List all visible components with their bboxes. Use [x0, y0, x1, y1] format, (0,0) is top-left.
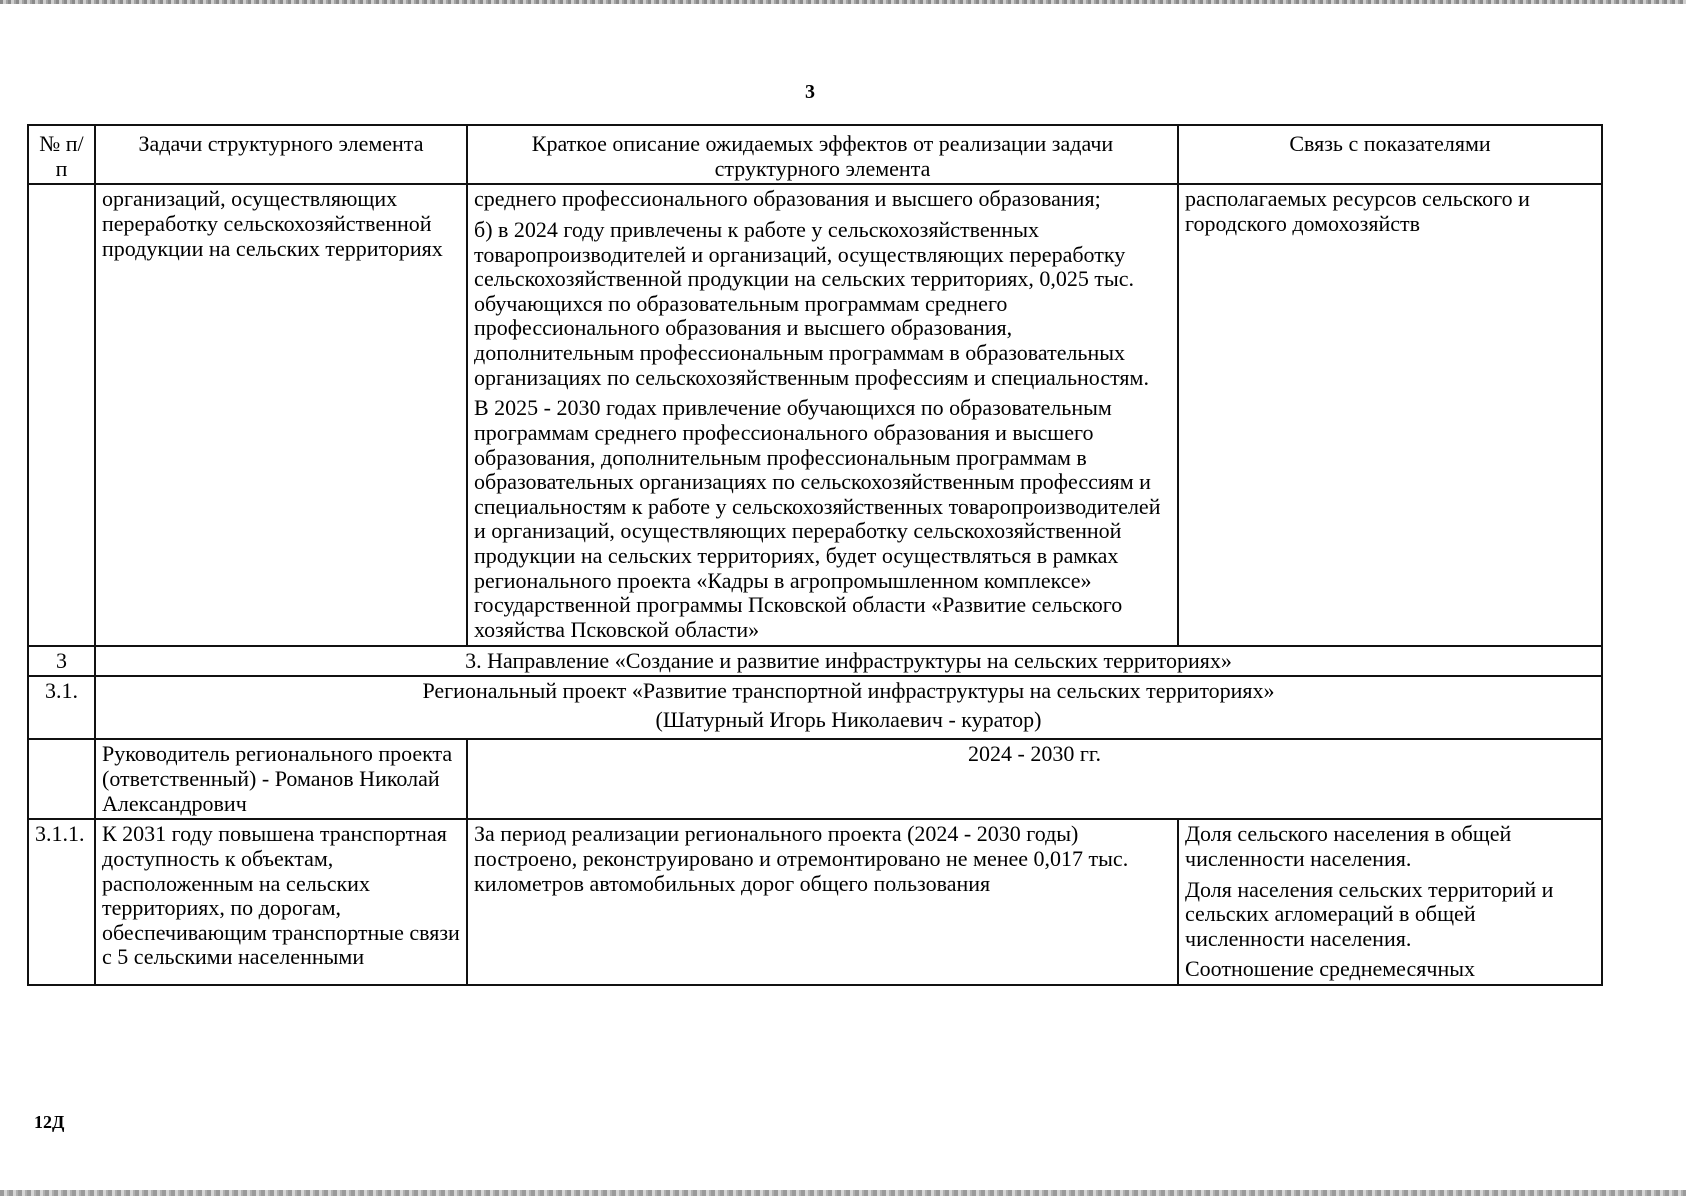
leader-num — [28, 739, 95, 819]
effect-paragraph: среднего профессионального образования и высшего образования; — [474, 186, 1101, 212]
program-table — [27, 124, 1603, 986]
project-leader: Руководитель регионального проекта (ответственный) - Романов Николай Александрович — [95, 739, 467, 819]
direction-title: 3. Направление «Создание и развитие инфраструктуры на сельских территориях» — [95, 646, 1602, 677]
effect-paragraph: В 2025 - 2030 годах привлечение обучающихся по образовательным программам среднего профессионального образования и высшего образования, дополнительным профессиональным программам в образовательных организациях по сельскохозяйственным профессиям и специальностям к работе у сельскохозяйственных товаропроизводителей и организаций, осуществляющих переработку сельскохозяйственной продукции на сельских территориях, будет осуществляться в рамках регионального проекта «Кадры в агропромышленном комплексе» государственной программы Псковской области «Развитие сельского хозяйства Псковской области» — [474, 395, 1161, 642]
project-cell — [95, 676, 1602, 739]
direction-num: 3 — [28, 646, 95, 677]
leader-row — [28, 739, 1602, 819]
cell-task: организаций, осуществляющих переработку сельскохозяйственной продукции на сельских территориях — [95, 184, 467, 645]
project-period: 2024 - 2030 гг. — [467, 739, 1602, 819]
project-row — [28, 676, 1602, 739]
table-row-continuation — [28, 184, 1602, 645]
header-effect: Краткое описание ожидаемых эффектов от реализации задачи структурного элемента — [467, 125, 1178, 184]
scan-edge-bottom — [0, 1190, 1686, 1196]
cell-link: располагаемых ресурсов сельского и городского домохозяйств — [1178, 184, 1602, 645]
page-number: 3 — [805, 81, 815, 103]
task-description: К 2031 году повышена транспортная доступность к объектам, расположенным на сельских территориях, по дорогам, обеспечивающим транспортные связи с 5 сельскими населенными — [95, 819, 467, 985]
header-num: № п/п — [28, 125, 95, 184]
indicator-item: Соотношение среднемесячных — [1185, 956, 1475, 982]
task-effect: За период реализации регионального проекта (2024 - 2030 годы) построено, реконструировано и отремонтировано не менее 0,017 тыс. километров автомобильных дорог общего пользования — [467, 819, 1178, 985]
header-task: Задачи структурного элемента — [95, 125, 467, 184]
project-num: 3.1. — [28, 676, 95, 739]
task-row — [28, 819, 1602, 985]
scan-edge-top — [0, 0, 1686, 4]
table-header-row — [28, 125, 1602, 184]
footer-code: 12Д — [34, 1112, 65, 1132]
cell-effect — [467, 184, 1178, 645]
task-num: 3.1.1. — [28, 819, 95, 985]
project-curator: (Шатурный Игорь Николаевич - куратор) — [655, 706, 1042, 732]
indicator-item: Доля сельского населения в общей численности населения. — [1185, 821, 1512, 871]
cell-num — [28, 184, 95, 645]
indicator-item: Доля населения сельских территорий и сельских агломераций в общей численности населения. — [1185, 876, 1554, 951]
direction-row — [28, 646, 1602, 677]
header-link: Связь с показателями — [1178, 125, 1602, 184]
effect-paragraph: б) в 2024 году привлечены к работе у сельскохозяйственных товаропроизводителей и организаций, осуществляющих переработку сельскохозяйственной продукции на сельских территориях, 0,025 тыс. обучающихся по образовательным программам среднего профессионального образования и высшего образования, дополнительным профессиональным программам в образовательных организациях по сельскохозяйственным профессиям и специальностям. — [474, 216, 1149, 390]
project-title: Региональный проект «Развитие транспортной инфраструктуры на сельских территориях» — [422, 678, 1275, 704]
task-links — [1178, 819, 1602, 985]
